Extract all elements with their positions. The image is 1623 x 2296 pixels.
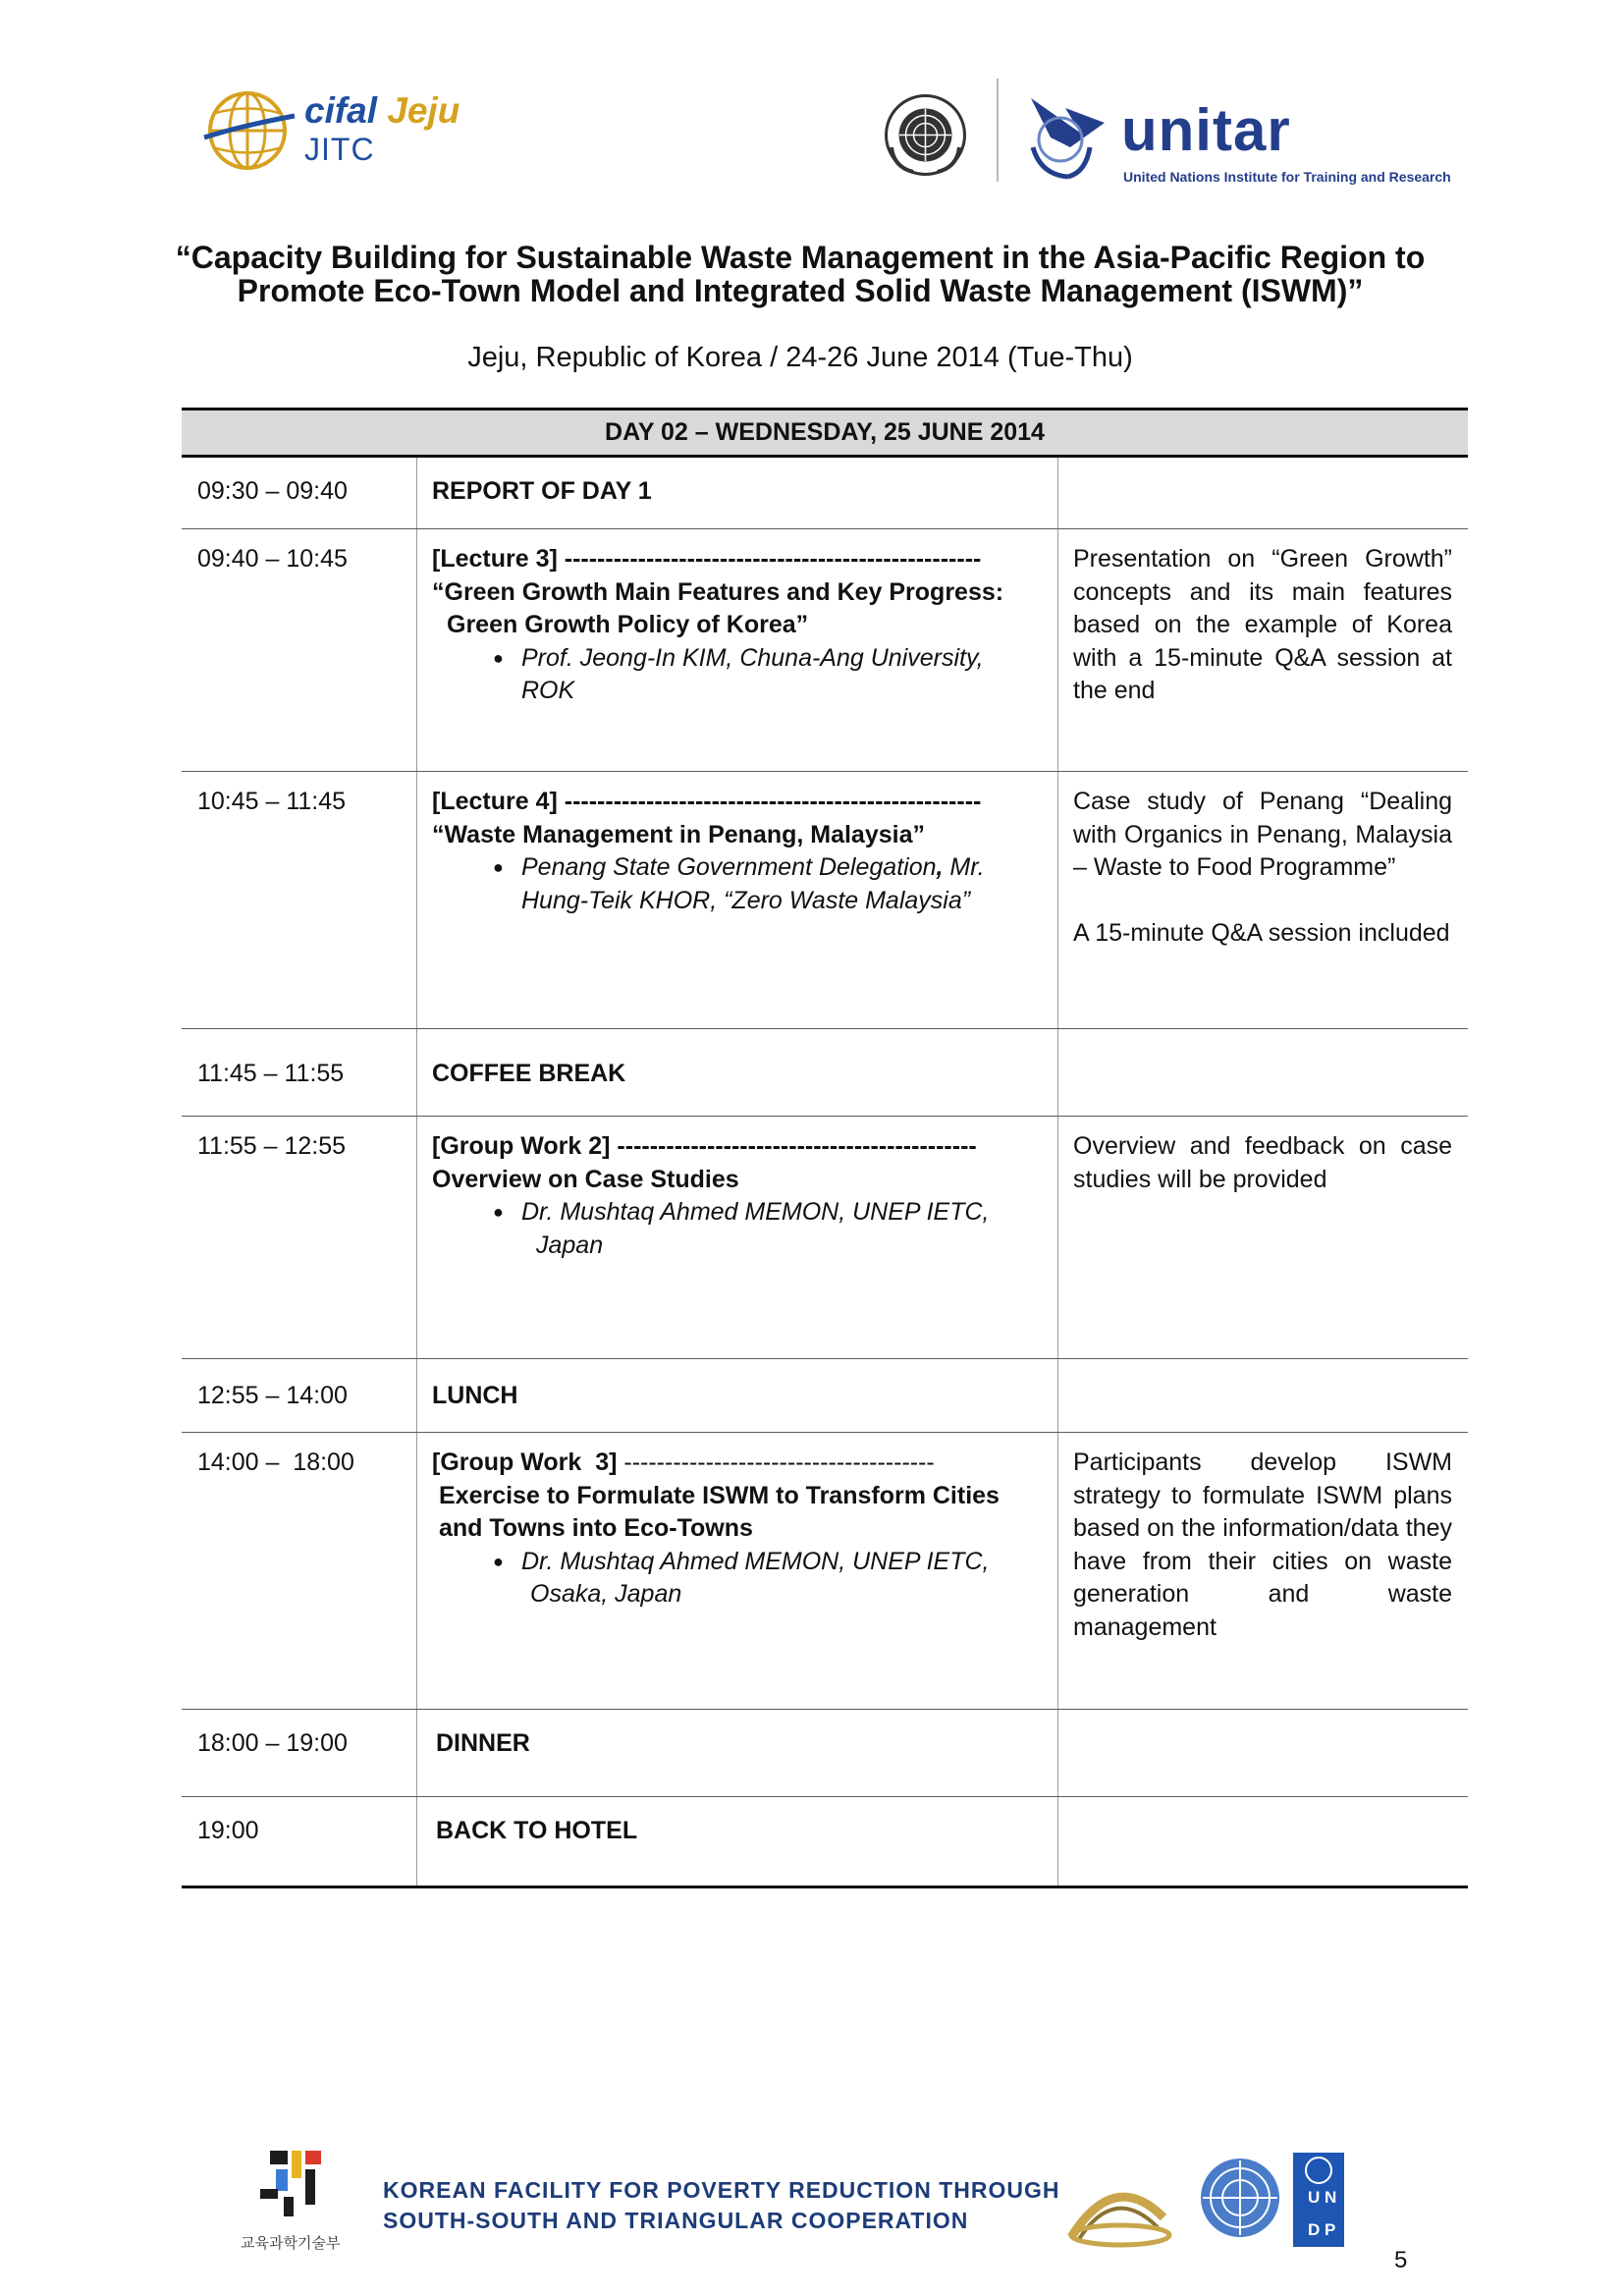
- row-divider: [182, 1709, 1468, 1710]
- activity-title: LUNCH: [432, 1382, 518, 1409]
- svg-text:N: N: [1325, 2188, 1337, 2207]
- cifal-globe-icon: [202, 86, 297, 175]
- session-note: Case study of Penang “Dealing with Organics in Penang, Malaysia – Waste to Food Programme” A 15-minute Q&A session included: [1073, 788, 1452, 947]
- session-note: Overview and feedback on case studies will be provided: [1073, 1132, 1452, 1193]
- time-slot: 09:40 – 10:45: [197, 545, 348, 573]
- time-slot: 11:55 – 12:55: [197, 1132, 347, 1160]
- time-slot: 18:00 – 19:00: [197, 1729, 348, 1757]
- document-title: “Capacity Building for Sustainable Waste Management in the Asia-Pacific Region to Promote Eco-Town Model and Integrated Solid Waste Management (ISWM)”: [175, 240, 1426, 308]
- session-title-cont: Green Growth Policy of Korea”: [447, 611, 809, 638]
- partner-logos: [1065, 2149, 1350, 2252]
- speaker-item: ● Prof. Jeong-In KIM, Chuna-Ang University, ROK: [432, 642, 1049, 708]
- svg-text:U: U: [1308, 2188, 1321, 2207]
- session-label: [Group Work 2] --------------------------------------------: [432, 1132, 977, 1160]
- time-slot: 11:45 – 11:55: [197, 1060, 345, 1087]
- session-note: Participants develop ISWM strategy to formulate ISWM plans based on the information/data they have from their cities on waste generation and waste management: [1073, 1449, 1452, 1641]
- speaker-item: ● Dr. Mushtaq Ahmed MEMON, UNEP IETC, Osaka, Japan: [432, 1546, 1049, 1612]
- ministry-name: 교육과학기술부: [241, 2235, 341, 2252]
- activity-cell: [432, 1130, 1049, 1262]
- svg-text:D: D: [1308, 2220, 1321, 2239]
- jitc-wordmark: JITC: [304, 132, 375, 167]
- activity-title: COFFEE BREAK: [432, 1060, 626, 1087]
- un-emblem-icon: [884, 93, 967, 177]
- speaker-item: ● Dr. Mushtaq Ahmed MEMON, UNEP IETC, Japan: [432, 1196, 1049, 1262]
- row-divider: [182, 1796, 1468, 1797]
- row-divider: [182, 771, 1468, 772]
- time-slot: 10:45 – 11:45: [197, 788, 347, 815]
- time-slot: 12:55 – 14:00: [197, 1382, 348, 1409]
- activity-cell: [432, 1447, 1049, 1612]
- session-title: “Waste Management in Penang, Malaysia”: [432, 820, 925, 848]
- event-location-dates: Jeju, Republic of Korea / 24-26 June 2014 (Tue-Thu): [467, 342, 1133, 373]
- undp-logo-icon: [1293, 2153, 1344, 2247]
- unitar-bird-icon: [1011, 79, 1119, 187]
- day-header: DAY 02 – WEDNESDAY, 25 JUNE 2014: [182, 410, 1468, 455]
- unitar-logo: [1011, 79, 1463, 187]
- column-divider-right: [1057, 458, 1058, 1886]
- column-divider-left: [416, 458, 417, 1886]
- activity-cell: [432, 543, 1049, 708]
- arch-logo-icon: [1071, 2197, 1169, 2245]
- partner-logos-graphic: [1065, 2149, 1350, 2252]
- cifal-wordmark: cifal Jeju: [304, 90, 460, 131]
- row-divider: [182, 1432, 1468, 1433]
- korean-facility-text: KOREAN FACILITY FOR POVERTY REDUCTION THROUGH SOUTH-SOUTH AND TRIANGULAR COOPERATION: [383, 2177, 1060, 2233]
- session-title: “Green Growth Main Features and Key Progress:: [432, 577, 1004, 606]
- session-title: Overview on Case Studies: [432, 1165, 739, 1193]
- activity-title: DINNER: [436, 1729, 530, 1757]
- session-title: Exercise to Formulate ISWM to Transform Cities: [439, 1481, 1000, 1509]
- time-slot: 14:00 – 18:00: [197, 1449, 354, 1476]
- session-note: Presentation on “Green Growth” concepts and its main features based on the example of Korea with a 15-minute Q&A session at the end: [1073, 545, 1452, 704]
- logo-divider: [997, 79, 999, 182]
- row-divider: [182, 528, 1468, 529]
- session-label: [Lecture 4] ---------------------------------------------------: [432, 788, 982, 815]
- session-label: [Group Work 3] --------------------------------------: [432, 1449, 935, 1476]
- unitar-wordmark: unitar: [1121, 97, 1291, 163]
- time-slot: 19:00: [197, 1817, 259, 1844]
- cifal-jeju-logo: [202, 86, 497, 175]
- session-label: [Lecture 3] ---------------------------------------------------: [432, 545, 982, 573]
- activity-title: REPORT OF DAY 1: [432, 477, 652, 505]
- row-divider: [182, 1116, 1468, 1117]
- session-title-cont: and Towns into Eco-Towns: [439, 1514, 753, 1542]
- ministry-logo: [241, 2146, 368, 2252]
- svg-text:P: P: [1325, 2220, 1336, 2239]
- day-header-rule: [182, 455, 1468, 458]
- table-bottom-rule: [182, 1886, 1468, 1888]
- row-divider: [182, 1028, 1468, 1029]
- ministry-mark-icon: [241, 2146, 368, 2229]
- page-number: 5: [1394, 2247, 1408, 2273]
- activity-cell: [432, 786, 1049, 917]
- speaker-item: ● Penang State Government Delegation, Mr. Hung-Teik KHOR, “Zero Waste Malaysia”: [432, 851, 1049, 917]
- time-slot: 09:30 – 09:40: [197, 477, 348, 505]
- activity-title: BACK TO HOTEL: [436, 1817, 638, 1844]
- unitar-tagline: United Nations Institute for Training and Research: [1123, 169, 1451, 185]
- row-divider: [182, 1358, 1468, 1359]
- un-globe-icon: [1201, 2159, 1279, 2237]
